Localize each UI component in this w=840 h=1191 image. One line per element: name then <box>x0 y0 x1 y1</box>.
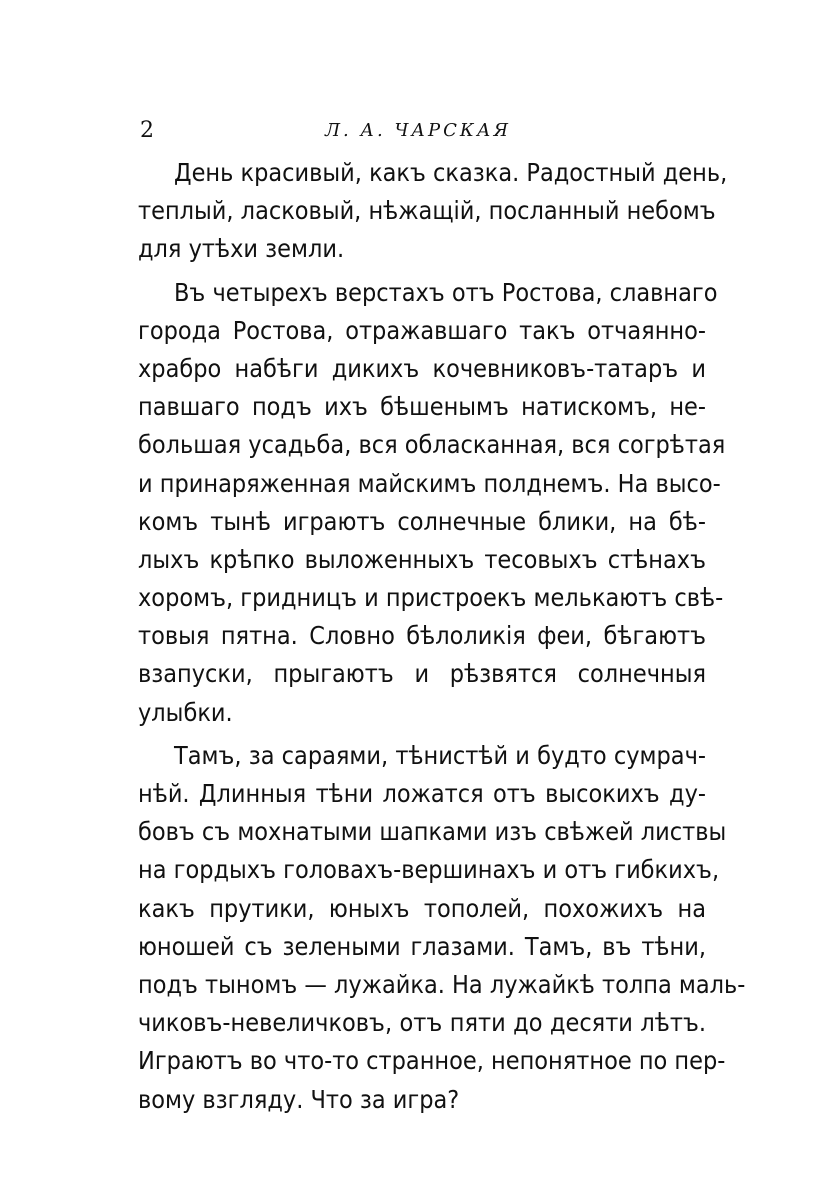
body-text <box>138 154 746 1119</box>
text-line: Тамъ, за сараями, тѣнистѣй и будто сумрач- <box>174 740 706 770</box>
text-line: вому взгляду. Что за игра? <box>138 1084 460 1114</box>
page-number: 2 <box>140 118 154 143</box>
text-line: взапуски, прыгаютъ и рѣзвятся солнечныя <box>138 659 706 689</box>
text-line: комъ тынѣ играютъ солнечные блики, на бѣ- <box>138 506 706 536</box>
text-line: День красивый, какъ сказка. Радостный день, <box>174 158 728 187</box>
text-line: лыхъ крѣпко выложенныхъ тесовыхъ стѣнахъ <box>138 544 706 574</box>
text-line: чиковъ-невеличковъ, отъ пяти до десяти лѣтъ. <box>138 1008 706 1038</box>
paragraph <box>138 737 746 1119</box>
text-line: храбро набѣги дикихъ кочевниковъ-татаръ и <box>138 353 706 383</box>
text-line: на гордыхъ головахъ-вершинахъ и отъ гибкихъ, <box>138 855 720 885</box>
text-line: города Ростова, отражавшаго такъ отчаянно- <box>138 315 706 345</box>
text-line: и принаряженная майскимъ полднемъ. На высо- <box>138 468 721 498</box>
paragraph <box>138 154 728 269</box>
text-line: бовъ съ мохнатыми шапками изъ свѣжей листвы <box>138 817 727 847</box>
text-line: нѣй. Длинныя тѣни ложатся отъ высокихъ ду- <box>138 779 706 808</box>
text-line: подъ тыномъ — лужайка. На лужайкѣ толпа маль- <box>138 969 746 999</box>
text-line: теплый, ласковый, нѣжащій, посланный небомъ <box>138 196 716 226</box>
text-line: хоромъ, гридницъ и пристроекъ мелькаютъ свѣ- <box>138 583 724 613</box>
page-header <box>130 116 706 146</box>
text-line: Играютъ во что-то странное, непонятное по пер- <box>138 1046 726 1076</box>
text-line: Въ четырехъ верстахъ отъ Ростова, славнаго <box>174 277 718 307</box>
text-line: улыбки. <box>138 697 233 727</box>
text-line: павшаго подъ ихъ бѣшенымъ натискомъ, не- <box>138 392 706 422</box>
running-head-author: Л. А. ЧАРСКАЯ <box>324 120 512 141</box>
text-line: юношей съ зелеными глазами. Тамъ, въ тѣни, <box>138 931 706 961</box>
paragraph <box>138 274 726 732</box>
text-line: большая усадьба, вся обласканная, вся согрѣтая <box>138 430 726 460</box>
text-line: для утѣхи земли. <box>138 234 345 264</box>
text-line: какъ прутики, юныхъ тополей, похожихъ на <box>138 893 706 923</box>
text-line: товыя пятна. Словно бѣлоликія феи, бѣгаютъ <box>138 621 706 651</box>
